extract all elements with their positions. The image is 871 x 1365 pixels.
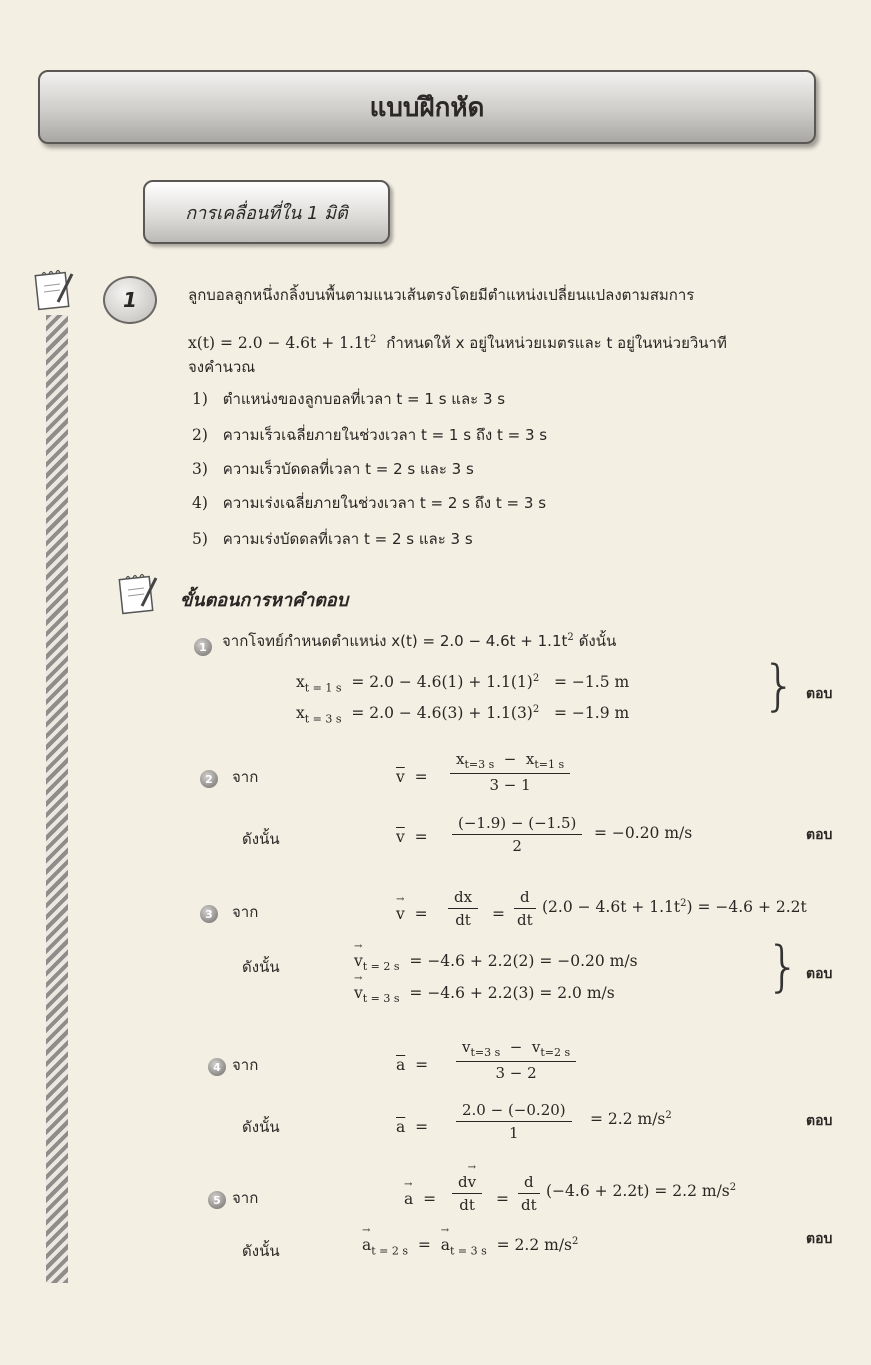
step-number-badge: 3 [200, 905, 218, 923]
answer-label: ตอบ [806, 686, 833, 702]
step3-from: จาก [232, 903, 259, 921]
step1-row2: $x_{t = 3 s} = 2.0 - 4.6(3) + 1.1(3)^2$ = −1.9 m [296, 704, 630, 726]
answer-label: ตอบ [806, 966, 833, 982]
notepad-icon [118, 572, 158, 616]
answer-label: ตอบ [806, 1113, 833, 1129]
question-line-3: จงคำนวณ [188, 358, 256, 376]
step5-a: → a = [404, 1190, 436, 1209]
step2-fraction: $\frac{x_{t=3 s} - x_{t=1 s}}{3 - 1}$ [450, 750, 570, 794]
step5-dvdt: $\frac{d\to v}{dt}$ [452, 1173, 482, 1214]
step5-expr: (−4.6 + 2.2t) = 2.2 $m/s^2$ [546, 1182, 737, 1201]
step4-from: จาก [232, 1056, 259, 1074]
notepad-icon [34, 268, 74, 312]
step-number-badge: 4 [208, 1058, 226, 1076]
step-number-badge: 1 [194, 638, 212, 656]
step2-vbar-2: $\overline{v}$ = [396, 828, 428, 846]
step2-from: จาก [232, 768, 259, 786]
step4-abar-2: $\overline{a}$ = [396, 1118, 429, 1136]
section-tag [143, 180, 390, 244]
question-item: 5) ความเร่งบัดดลที่เวลา t = 2 s และ 3 s [192, 530, 473, 548]
brace: } [766, 935, 801, 998]
step2-fraction-2: $\frac{(-1.9) - (-1.5)}{2}$ [452, 814, 582, 855]
step1-text: จากโจทย์กำหนดตำแหน่ง $x(t) = 2.0 - 4.6t + 1.1t^2$ ดังนั้น [222, 632, 617, 651]
step3-row2: → $v_{t = 3 s} = -4.6 + 2.2(3) = 2.0$ m/s [354, 984, 615, 1005]
question-item: 4) ความเร่งเฉลี่ยภายในช่วงเวลา t = 2 s ถึง t = 3 s [192, 494, 547, 512]
step4-result: = 2.2 $m/s^2$ [590, 1110, 672, 1129]
step5-from: จาก [232, 1189, 259, 1207]
step1-row1: $x_{t = 1 s} = 2.0 - 4.6(1) + 1.1(1)^2$ = −1.5 m [296, 673, 630, 695]
answer-label: ตอบ [806, 827, 833, 843]
question-line-1: ลูกบอลลูกหนึ่งกลิ้งบนพื้นตามแนวเส้นตรงโดยมีตำแหน่งเปลี่ยนแปลงตามสมการ [188, 286, 695, 304]
step3-ddt: $\frac{d}{dt}$ [514, 888, 536, 929]
step2-vbar: $\overline{v}$ = [396, 768, 428, 786]
step-number-badge: 2 [200, 770, 218, 788]
step4-abar: $\overline{a}$ = [396, 1056, 429, 1074]
step2-result: = −0.20 m/s [594, 824, 693, 842]
section-title: การเคลื่อนที่ใน 1 มิติ [185, 202, 348, 224]
equals: = [496, 1190, 509, 1208]
page-title-banner [38, 70, 816, 144]
question-line-2: $x(t) = 2.0 - 4.6t + 1.1t^2$ กำหนดให้ x อยู่ในหน่วยเมตรและ t อยู่ในหน่วยวินาที [188, 334, 727, 353]
decorative-stripe [46, 315, 68, 1283]
page-title: แบบฝึกหัด [369, 92, 485, 123]
step-number-badge: 5 [208, 1191, 226, 1209]
question-number-badge: 1 [103, 276, 157, 324]
equals: = [492, 905, 505, 923]
question-item: 2) ความเร็วเฉลี่ยภายในช่วงเวลา t = 1 s ถึง t = 3 s [192, 426, 548, 444]
step3-therefore: ดังนั้น [242, 958, 280, 976]
step5-ddt: $\frac{d}{dt}$ [518, 1173, 540, 1214]
step2-therefore: ดังนั้น [242, 830, 280, 848]
step4-fraction: $\frac{v_{t=3 s} - v_{t=2 s}}{3 - 2}$ [456, 1038, 576, 1082]
step3-expr: $(2.0 - 4.6t + 1.1t^2) = -4.6 + 2.2t$ [542, 898, 807, 917]
step3-dxdt: $\frac{dx}{dt}$ [448, 888, 478, 929]
step3-row1: → $v_{t = 2 s} = -4.6 + 2.2(2) = -0.20$ m/s [354, 952, 638, 973]
solution-heading: ขั้นตอนการหาคำตอบ [180, 590, 349, 611]
question-item: 3) ความเร็วบัดดลที่เวลา t = 2 s และ 3 s [192, 460, 474, 478]
answer-label: ตอบ [806, 1231, 833, 1247]
step3-v: → v = [396, 905, 428, 924]
step5-row: → $a_{t = 2 s}$ = → $a_{t = 3 s} = 2.2$ $m/s^2$ [362, 1236, 578, 1257]
step4-fraction-2: $\frac{2.0 - (-0.20)}{1}$ [456, 1101, 572, 1142]
question-item: 1) ตำแหน่งของลูกบอลที่เวลา t = 1 s และ 3 s [192, 390, 506, 408]
brace: } [762, 654, 797, 717]
step4-therefore: ดังนั้น [242, 1118, 280, 1136]
step5-therefore: ดังนั้น [242, 1242, 280, 1260]
